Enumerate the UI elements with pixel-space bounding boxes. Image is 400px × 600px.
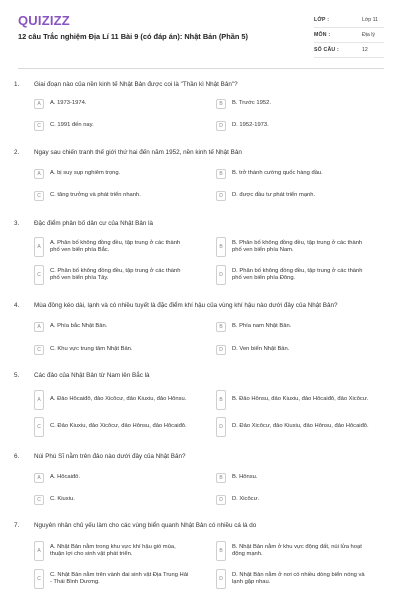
question-number: 3.: [14, 220, 20, 227]
option-letter-box: C: [34, 569, 44, 589]
option-letter-box: D: [216, 569, 226, 589]
meta-value-class: Lớp 11: [362, 17, 378, 23]
question-text: Mùa đông kéo dài, lạnh và có nhiều tuyết là đặc điểm khí hậu của vùng khí hậu nào dưới đây của Nhật Bản?: [34, 302, 338, 309]
option-letter-box: B: [216, 473, 226, 483]
option-letter-box: B: [216, 541, 226, 561]
option-letter-box: D: [216, 495, 226, 505]
question-number: 6.: [14, 453, 20, 460]
option-text: A. bị suy sụp nghiêm trọng.: [50, 170, 121, 177]
option-letter-box: D: [216, 417, 226, 437]
option-letter-box: B: [216, 322, 226, 332]
option-letter-box: C: [34, 191, 44, 201]
meta-value-question-count: 12: [362, 47, 368, 53]
option-b[interactable]: [216, 390, 372, 410]
logo-text: QUIZIZZ: [18, 12, 70, 28]
option-text: D. Đảo Xicôcư, đảo Kiuxiu, đảo Hônsu, đảo Hôcaiđô.: [232, 423, 369, 430]
option-a[interactable]: [34, 473, 190, 483]
option-text: A. Đảo Hôcaiđô, đảo Xicôcư, đảo Kiuxiu, đảo Hônsu.: [50, 396, 187, 403]
option-d[interactable]: [216, 417, 372, 437]
option-letter-box: B: [216, 169, 226, 179]
option-letter-box: C: [34, 265, 44, 285]
option-text: C. Đảo Kiuxiu, đảo Xicôcư, đảo Hônsu, đảo Hôcaiđô.: [50, 423, 187, 430]
option-letter-box: A: [34, 169, 44, 179]
meta-label-class: LỚP :: [314, 17, 330, 23]
option-letter-box: C: [34, 417, 44, 437]
meta-row-class: [314, 13, 384, 28]
option-letter-box: C: [34, 121, 44, 131]
option-letter-box: D: [216, 265, 226, 285]
question-number: 5.: [14, 372, 20, 379]
option-text: B. Đảo Hônsu, đảo Kiuxiu, đảo Hôcaiđô, đảo Xicôcư.: [232, 396, 369, 403]
option-letter-box: C: [34, 345, 44, 355]
meta-row-subject: [314, 28, 384, 43]
option-b[interactable]: [216, 237, 372, 257]
option-letter-box: A: [34, 473, 44, 483]
option-b[interactable]: [216, 541, 372, 561]
option-letter-box: B: [216, 99, 226, 109]
option-letter-box: B: [216, 390, 226, 410]
question-number: 1.: [14, 81, 20, 88]
option-a[interactable]: [34, 237, 190, 257]
option-c[interactable]: [34, 191, 190, 201]
option-text: D. 1952-1973.: [232, 122, 269, 129]
option-letter-box: A: [34, 237, 44, 257]
option-d[interactable]: [216, 121, 372, 131]
option-text: B. Phân bố không đồng đều, tập trung ở các thành phố ven biển phía Nam.: [232, 239, 363, 253]
option-letter-box: D: [216, 121, 226, 131]
option-text: C. Khu vực trung tâm Nhật Bản.: [50, 346, 133, 353]
option-letter-box: A: [34, 541, 44, 561]
option-b[interactable]: [216, 473, 372, 483]
option-text: A. Nhật Bản nằm trong khu vực khí hậu gió mùa, thuận lợi cho sinh vật phát triển.: [50, 543, 176, 557]
option-letter-box: A: [34, 322, 44, 332]
option-letter-box: B: [216, 237, 226, 257]
worksheet-header: [0, 0, 400, 66]
option-b[interactable]: [216, 322, 372, 332]
meta-row-question-count: [314, 43, 384, 58]
option-a[interactable]: [34, 322, 190, 332]
option-text: D. Nhật Bản nằm ở nơi có nhiều dòng biển nóng và lạnh gặp nhau.: [232, 571, 365, 585]
question-text: Đặc điểm phân bố dân cư của Nhật Bản là: [34, 220, 154, 227]
option-text: A. Hôcaiđô.: [50, 474, 80, 481]
option-d[interactable]: [216, 265, 372, 285]
option-c[interactable]: [34, 265, 190, 285]
option-b[interactable]: [216, 169, 372, 179]
option-d[interactable]: [216, 495, 372, 505]
meta-label-subject: MÔN :: [314, 32, 331, 38]
worksheet-title: 12 câu Trắc nghiệm Địa Lí 11 Bài 9 (có đáp án): Nhật Bản (Phần 5): [18, 32, 248, 41]
option-text: C. Nhật Bản nằm trên vành đai sinh vật Địa Trung Hải - Thái Bình Dương.: [50, 571, 189, 585]
option-text: B. trở thành cường quốc hàng đầu.: [232, 170, 323, 177]
option-letter-box: C: [34, 495, 44, 505]
question-text: Ngay sau chiến tranh thế giới thứ hai đến năm 1952, nền kinh tế Nhật Bản: [34, 149, 242, 156]
option-d[interactable]: [216, 569, 372, 589]
quizizz-logo: [18, 13, 70, 27]
option-b[interactable]: [216, 99, 372, 109]
option-text: C. 1991 đến nay.: [50, 122, 94, 129]
option-text: C. tăng trưởng và phát triển nhanh.: [50, 192, 141, 199]
option-c[interactable]: [34, 345, 190, 355]
option-a[interactable]: [34, 390, 190, 410]
meta-value-subject: Địa lý: [362, 32, 375, 38]
option-text: A. Phía bắc Nhật Bản.: [50, 323, 108, 330]
option-letter-box: D: [216, 191, 226, 201]
option-a[interactable]: [34, 169, 190, 179]
option-text: B. Nhật Bản nằm ở khu vực động đất, núi lửa hoạt động mạnh.: [232, 543, 362, 557]
option-a[interactable]: [34, 541, 190, 561]
question-number: 2.: [14, 149, 20, 156]
option-c[interactable]: [34, 495, 190, 505]
option-a[interactable]: [34, 99, 190, 109]
option-letter-box: A: [34, 390, 44, 410]
option-text: D. Ven biển Nhật Bản.: [232, 346, 290, 353]
option-text: C. Kiuxiu.: [50, 496, 75, 503]
option-text: A. 1973-1974.: [50, 100, 87, 107]
option-d[interactable]: [216, 345, 372, 355]
option-text: B. Phía nam Nhật Bản.: [232, 323, 292, 330]
header-divider: [18, 68, 384, 69]
option-text: D. Phân bố không đồng đều, tập trung ở các thành phố ven biển phía Đông.: [232, 267, 363, 281]
option-c[interactable]: [34, 121, 190, 131]
option-d[interactable]: [216, 191, 372, 201]
question-text: Giai đoạn nào của nền kinh tế Nhật Bản được coi là "Thần kì Nhật Bản"?: [34, 81, 238, 88]
option-text: D. Xicôcư.: [232, 496, 260, 503]
option-c[interactable]: [34, 417, 190, 437]
option-text: B. Trước 1952.: [232, 100, 271, 107]
option-text: D. được đầu tư phát triển mạnh.: [232, 192, 316, 199]
option-letter-box: D: [216, 345, 226, 355]
meta-label-question-count: SỐ CÂU :: [314, 47, 339, 53]
question-number: 7.: [14, 522, 20, 529]
option-c[interactable]: [34, 569, 190, 589]
option-text: B. Hônsu.: [232, 474, 258, 481]
worksheet-meta: [314, 13, 384, 58]
option-text: C. Phân bố không đồng đều, tập trung ở các thành phố ven biển phía Tây.: [50, 267, 181, 281]
question-number: 4.: [14, 302, 20, 309]
question-text: Núi Phú Sĩ nằm trên đảo nào dưới đây của Nhật Bản?: [34, 453, 186, 460]
option-letter-box: A: [34, 99, 44, 109]
option-text: A. Phân bố không đồng đều, tập trung ở các thành phố ven biển phía Bắc.: [50, 239, 181, 253]
question-text: Các đảo của Nhật Bản từ Nam lên Bắc là: [34, 372, 150, 379]
question-text: Nguyên nhân chủ yếu làm cho các vùng biển quanh Nhật Bản có nhiều cá là do: [34, 522, 257, 529]
